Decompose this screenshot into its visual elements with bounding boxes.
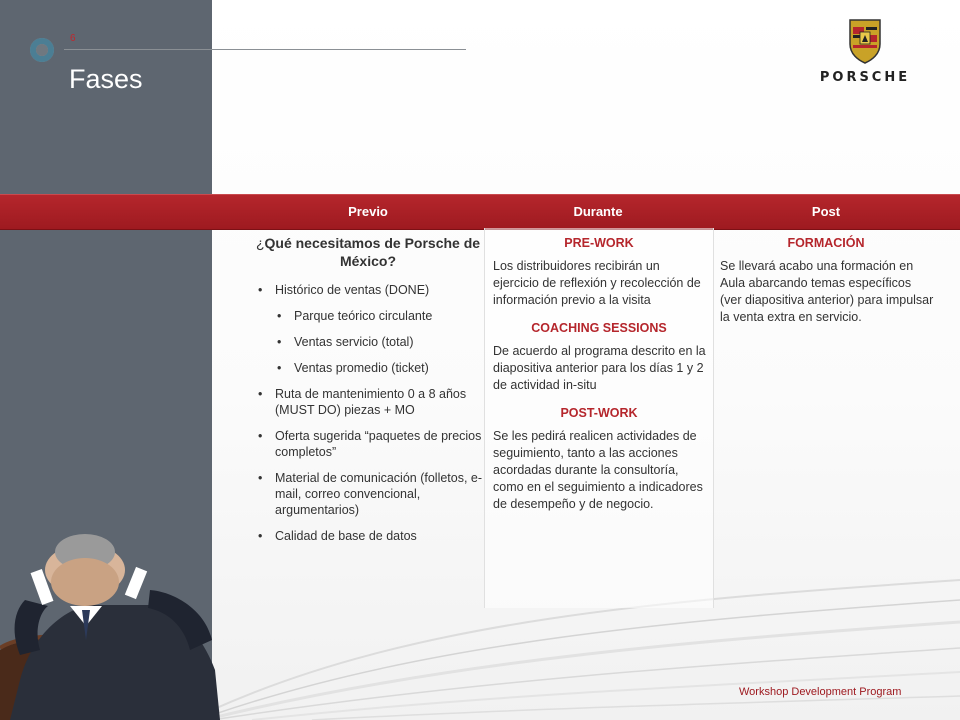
column-header-post: Post [811, 204, 841, 219]
porsche-crest-icon [848, 18, 882, 64]
businessman-photo [0, 530, 232, 720]
list-item: • Oferta sugerida “paquetes de precios completos” [252, 428, 484, 460]
list-item: • Histórico de ventas (DONE) [252, 282, 484, 298]
footer-text: Workshop Development Program [739, 686, 902, 698]
section-heading-coaching: COACHING SESSIONS [531, 321, 667, 335]
list-item: • Ruta de mantenimiento 0 a 8 años (MUST DO) piezas + MO [252, 386, 484, 418]
list-item: • Parque teórico circulante [252, 308, 484, 324]
list-item: • Calidad de base de datos [252, 528, 484, 544]
section-heading-pre-work: PRE-WORK [564, 236, 634, 250]
list-item: • Ventas servicio (total) [252, 334, 484, 350]
list-item: • Material de comunicación (folletos, e-mail, correo convencional, argumentarios) [252, 470, 484, 518]
section-body-formacion: Se llevará acabo una formación en Aula abarcando temas específicos (ver diapositiva anterior) para impulsar la venta extra en servicio. [720, 259, 934, 324]
section-heading-post-work: POST-WORK [560, 406, 638, 420]
slide-number: 6 [70, 33, 76, 44]
page-title: Fases [69, 64, 143, 94]
brand-wordmark: PORSCHE [819, 70, 911, 85]
question-text: Qué necesitamos de Porsche de México? [264, 235, 481, 269]
previo-question [252, 234, 484, 270]
list-item: • Ventas promedio (ticket) [252, 360, 484, 376]
previo-column [252, 232, 484, 554]
question-mark: ¿ [255, 235, 265, 251]
header-divider [64, 49, 466, 50]
section-body-pre-work: Los distribuidores recibirán un ejercicio de reflexión y recolección de información previo a la visita [493, 259, 701, 307]
column-header-durante: Durante [573, 204, 623, 219]
section-body-post-work: Se les pedirá realicen actividades de seguimiento, tanto a las acciones acordadas durante la consultoría, como en el seguimiento a indicadores de desempeño y de negocio. [493, 429, 703, 511]
section-body-coaching: De acuerdo al programa descrito en la diapositiva anterior para los días 1 y 2 de actividad in-situ [493, 344, 706, 392]
circle-logo-icon [30, 38, 54, 62]
table-header-band [0, 194, 960, 230]
section-heading-formacion: FORMACIÓN [787, 236, 865, 250]
porsche-logo [800, 18, 930, 88]
previo-list [252, 282, 484, 544]
post-column [712, 228, 940, 326]
durante-column [484, 228, 714, 608]
column-header-previo: Previo [348, 204, 388, 219]
